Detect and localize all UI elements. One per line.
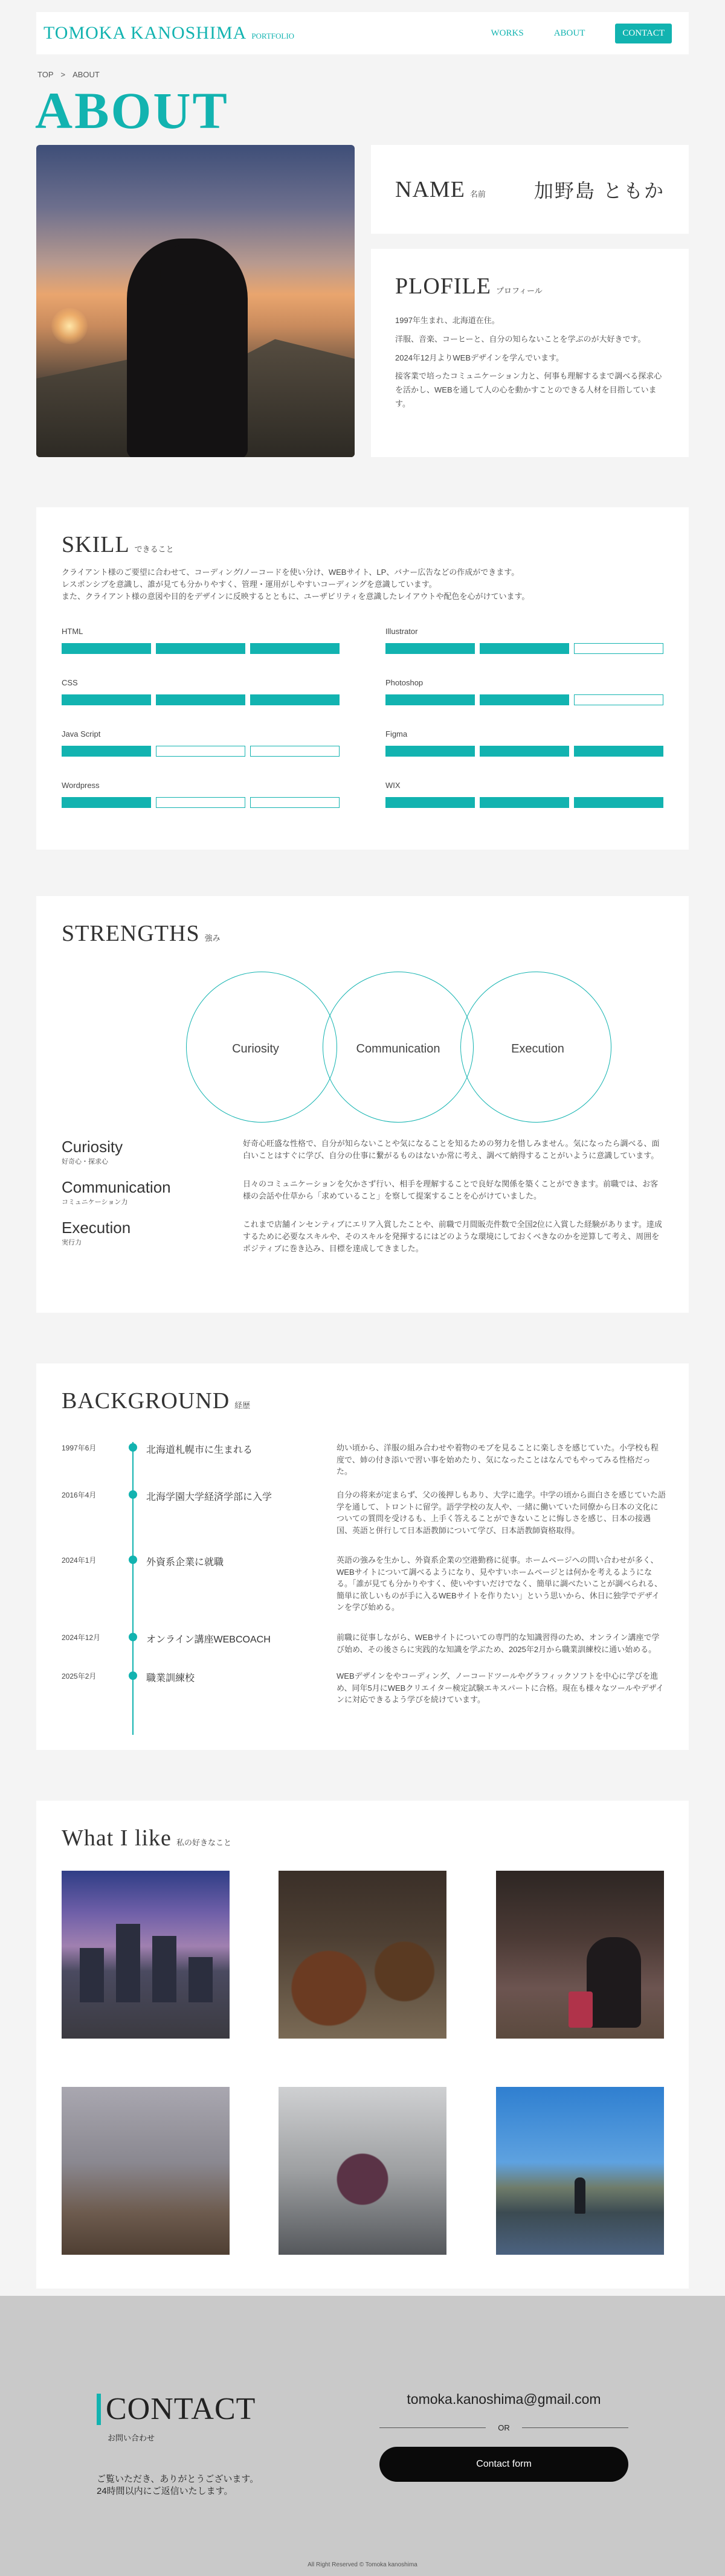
nav-contact-button[interactable]: CONTACT (615, 24, 672, 43)
logo-text: TOMOKA KANOSHIMA (44, 23, 247, 43)
skill-desc-line: また、クライアント様の意図や目的をデザインに反映するとともに、ユーザビリティを意識したレイアウトや配色を心がけています。 (62, 592, 530, 601)
background-title-jp: 経歴 (234, 1401, 251, 1410)
timeline-item (62, 1554, 666, 1612)
skill-level-segment (385, 797, 475, 808)
profile-paragraph: 洋服、音楽、コーヒーと、自分の知らないことを学ぶのが大好きです。 (395, 334, 646, 344)
likes-section (36, 1801, 689, 2289)
skill-label: CSS (62, 678, 78, 688)
skill-item (385, 781, 663, 808)
strength-text: 日々のコミュニケーションを欠かさず行い、相手を理解することで良好な関係を築くことができます。前職では、お客様の会話や仕草から「求めていること」を察して提案することを心がけていました。 (243, 1179, 659, 1201)
contact-email[interactable]: tomoka.kanoshima@gmail.com (407, 2391, 601, 2407)
skill-level-segment (250, 694, 340, 705)
timeline-dot (129, 1633, 137, 1641)
skill-level-bars (385, 694, 663, 705)
breadcrumb-current: ABOUT (72, 70, 100, 79)
skill-level-bars (385, 643, 663, 654)
skill-label: Wordpress (62, 781, 100, 790)
profile-paragraph: 2024年12月よりWEBデザインを学んでいます。 (395, 353, 564, 362)
strength-name: Execution (62, 1219, 131, 1237)
timeline-date: 2025年2月 (62, 1672, 97, 1680)
contact-title: CONTACT (106, 2392, 256, 2426)
strength-name: Curiosity (62, 1138, 123, 1156)
skill-level-segment (574, 643, 663, 654)
contact-message (97, 2473, 259, 2498)
timeline-dot (129, 1556, 137, 1564)
skill-level-segment (385, 694, 475, 705)
profile-heading (395, 273, 665, 300)
timeline-dot (129, 1443, 137, 1452)
or-divider (379, 2423, 628, 2432)
skill-level-segment (250, 643, 340, 654)
travel-street-photo (496, 1871, 664, 2039)
venn-label-communication: Communication (356, 1042, 440, 1056)
person-silhouette (587, 1937, 641, 2028)
site-logo[interactable] (44, 23, 294, 43)
strength-name: Communication (62, 1178, 171, 1196)
profile-title-jp: プロフィール (496, 286, 543, 295)
profile-paragraph: 1997年生まれ、北海道在住。 (395, 316, 500, 325)
contact-form-button[interactable]: Contact form (379, 2447, 628, 2482)
strength-name-jp: コミュニケーション力 (62, 1199, 128, 1206)
skill-desc-line: クライアント様のご要望に合わせて、コーディング/ノーコードを使い分け、WEBサイト、LP、バナー広告などの作成ができます。 (62, 568, 520, 577)
skill-level-segment (574, 746, 663, 757)
timeline-text: 自分の将来が定まらず、父の後押しもあり、大学に進学。中学の頃から面白さを感じていた語学を通して、トロントに留学。語学学校の友人や、一緒に働いていた同僚から日本の文化についての質問を受けるも、上手く答えることができないことに悔しさを感じ、日本の接遇国、英語と併行して日本語教師について学び、日本語教師資格取得。 (337, 1490, 666, 1535)
timeline-text: 英語の強みを生かし、外資系企業の空港勤務に従事。ホームページへの問い合わせが多く、WEBサイトについて調べるようになり、見やすいホームページとは何かを考えるようになる。「誰が見ても分かりやすく、使いやすいだけでなく、簡単に調べたいことが調べられる、簡単に欲しいものが手に入るWEBサイトを作りたい」という思いから、休日に独学でデザインを学び始める。 (337, 1556, 662, 1612)
background-heading (62, 1388, 663, 1414)
skill-level-segment (385, 746, 475, 757)
name-heading (395, 176, 486, 203)
drink-cup-photo (279, 2087, 446, 2255)
likes-title: What I like (62, 1825, 172, 1851)
copyright: All Right Reserved © Tomoka kanoshima (308, 2562, 417, 2568)
venn-label-execution: Execution (511, 1042, 564, 1056)
strength-text: 好奇心旺盛な性格で、自分が知らないことや気になることを知るための努力を惜しみません。気になったら調べる、面白いことはすぐに学び、自分の仕事に繋がるものはないか常に考え、調べて納得することがいように意識しています。 (243, 1139, 660, 1161)
skill-level-bars (385, 746, 663, 757)
city-sunset-photo (62, 1871, 230, 2039)
skill-item (385, 678, 663, 705)
person-head (160, 245, 208, 305)
main-nav (491, 24, 672, 43)
breadcrumb-home[interactable]: TOP (37, 70, 54, 79)
skill-level-segment (62, 643, 151, 654)
skill-level-segment (480, 694, 569, 705)
timeline-dot (129, 1490, 137, 1499)
skill-title-jp: できること (134, 545, 174, 554)
timeline-date: 1997年6月 (62, 1444, 97, 1452)
contact-heading (97, 2391, 259, 2427)
skill-label: HTML (62, 627, 83, 636)
person-silhouette (575, 2177, 585, 2214)
name-card (371, 145, 689, 234)
timeline-line (132, 1442, 134, 1735)
skill-level-bars (62, 797, 340, 808)
timeline-item (62, 1442, 666, 1476)
skill-level-segment (156, 643, 245, 654)
skill-level-segment (156, 694, 245, 705)
page-title: ABOUT (35, 82, 229, 139)
profile-paragraph: 接客業で培ったコミュニケーション力と、何事も理解するまで調べる探求心を活かし、WEBを通して人の心を動かすことのできる人材を目指しています。 (395, 371, 662, 408)
timeline-dot (129, 1671, 137, 1680)
strength-row (62, 1219, 666, 1255)
strength-title (62, 1219, 243, 1255)
skill-level-segment (385, 643, 475, 654)
site-header (36, 12, 689, 54)
breadcrumb (37, 70, 100, 79)
skill-level-bars (385, 797, 663, 808)
skill-label: Figma (385, 729, 408, 739)
building (80, 1948, 104, 2002)
strengths-venn-diagram (151, 969, 574, 1132)
divider-line (522, 2427, 628, 2428)
timeline-item (62, 1489, 666, 1535)
skill-level-segment (156, 746, 245, 757)
skill-desc-line: レスポンシブを意識し、誰が見ても分かりやすく、管理・運用がしやすいコーディングを意識しています。 (62, 580, 437, 589)
skill-title: SKILL (62, 532, 130, 557)
skill-item (62, 678, 340, 705)
timeline-date: 2024年1月 (62, 1556, 97, 1565)
background-title: BACKGROUND (62, 1388, 230, 1414)
skill-label: Illustrator (385, 627, 418, 636)
skill-item (62, 729, 340, 757)
name-title: NAME (395, 176, 465, 202)
strength-text: これまで店舗インセンティブにエリア入賞したことや、前職で月間販売件数で全国2位に入賞した経験があります。達成するために必要なスキルや、そのスキルを発揮するにはどのような環境にしておくべきなのかを逆算して考え、周囲をポジティブに巻き込み、目標を達成してきました。 (243, 1220, 662, 1254)
museum-gallery-photo (62, 2087, 230, 2255)
strength-row (62, 1138, 666, 1166)
venn-label-curiosity: Curiosity (232, 1042, 279, 1056)
profile-photo (36, 145, 355, 457)
skill-level-segment (62, 746, 151, 757)
skill-level-segment (156, 797, 245, 808)
contact-title-jp: お問い合わせ (108, 2433, 155, 2443)
skill-item (385, 627, 663, 654)
timeline-event: 北海道札幌市に生まれる (146, 1445, 253, 1455)
contact-right (379, 2391, 628, 2482)
strengths-heading (62, 920, 663, 947)
strength-name-jp: 好奇心・探求心 (62, 1158, 108, 1165)
skill-section (36, 507, 689, 850)
timeline-text: WEBデザインをやコーディング、ノーコードツールやグラフィックソフトを中心に学びを進め、同年5月にWEBクリエイター検定試験エキスパートに合格。現在も様々なツールやデザインに対応できるよう学びを続けています。 (337, 1671, 664, 1704)
timeline-item (62, 1632, 666, 1654)
name-value: 加野島 ともか (533, 179, 665, 202)
skill-level-segment (574, 797, 663, 808)
strength-title (62, 1138, 243, 1166)
skill-level-segment (574, 694, 663, 705)
skill-level-bars (62, 746, 340, 757)
accent-bar (97, 2394, 101, 2425)
skill-grid (62, 627, 663, 808)
timeline-text: 前職に従事しながら、WEBサイトについての専門的な知識習得のため、オンライン講座で学び始め、その後さらに実践的な知識を学ぶため、2025年2月から職業訓練校に通い始める。 (337, 1633, 660, 1654)
timeline-text: 幼い頃から、洋服の組み合わせや着物のモブを見ることに楽しさを感じていた。小学校も程度で、姉の付き添いで習い事を始めたり、気になったことはなんでもやってみる性格だった。 (337, 1443, 659, 1476)
contact-left (97, 2391, 259, 2498)
skill-label: Photoshop (385, 678, 424, 688)
skill-level-segment (250, 797, 340, 808)
building (188, 1957, 213, 2002)
timeline-item (62, 1670, 666, 1704)
skill-level-bars (62, 694, 340, 705)
nav-about[interactable]: ABOUT (553, 28, 585, 38)
skill-item (62, 781, 340, 808)
skill-level-segment (62, 797, 151, 808)
skill-level-segment (480, 746, 569, 757)
contact-section (0, 2296, 725, 2576)
skill-heading (62, 531, 663, 558)
timeline-event: オンライン講座WEBCOACH (146, 1635, 271, 1645)
skill-level-segment (480, 643, 569, 654)
strength-title (62, 1178, 243, 1206)
skill-label: WIX (385, 781, 401, 790)
name-title-jp: 名前 (469, 189, 486, 199)
divider-line (379, 2427, 486, 2428)
skill-level-segment (480, 797, 569, 808)
timeline-event: 外資系企業に就職 (146, 1557, 224, 1568)
strengths-list (62, 1138, 666, 1267)
skill-item (62, 627, 340, 654)
skill-label: Java Script (62, 729, 101, 739)
skill-level-segment (250, 746, 340, 757)
timeline-event: 職業訓練校 (146, 1673, 195, 1684)
skill-item (385, 729, 663, 757)
strength-row (62, 1178, 666, 1206)
sun-glow (51, 308, 88, 344)
likes-title-jp: 私の好きなこと (176, 1838, 231, 1847)
profile-card (371, 249, 689, 457)
suitcase (569, 1991, 593, 2028)
profile-title: PLOFILE (395, 274, 491, 299)
nav-works[interactable]: WORKS (491, 28, 524, 38)
contact-message-line: 24時間以内にご返信いたします。 (97, 2486, 233, 2497)
building (152, 1936, 176, 2002)
skill-level-segment (62, 694, 151, 705)
strength-name-jp: 実行力 (62, 1239, 82, 1246)
background-section (36, 1363, 689, 1750)
skill-description (62, 566, 663, 603)
timeline-date: 2024年12月 (62, 1633, 101, 1642)
or-label: OR (498, 2423, 510, 2432)
logo-subtext: PORTFOLIO (251, 31, 295, 40)
contact-message-line: ご覧いただき、ありがとうございます。 (97, 2474, 259, 2484)
timeline-date: 2016年4月 (62, 1491, 97, 1499)
coffee-cake-photo (279, 1871, 446, 2039)
strengths-title-jp: 強み (204, 934, 221, 943)
building (116, 1924, 140, 2002)
lake-sky-photo (496, 2087, 664, 2255)
skill-level-bars (62, 643, 340, 654)
profile-text (395, 314, 665, 411)
breadcrumb-separator: > (60, 70, 66, 79)
strengths-title: STRENGTHS (62, 921, 200, 946)
strengths-section (36, 896, 689, 1313)
likes-heading (62, 1825, 663, 1851)
timeline-event: 北海学園大学経済学部に入学 (146, 1492, 272, 1502)
